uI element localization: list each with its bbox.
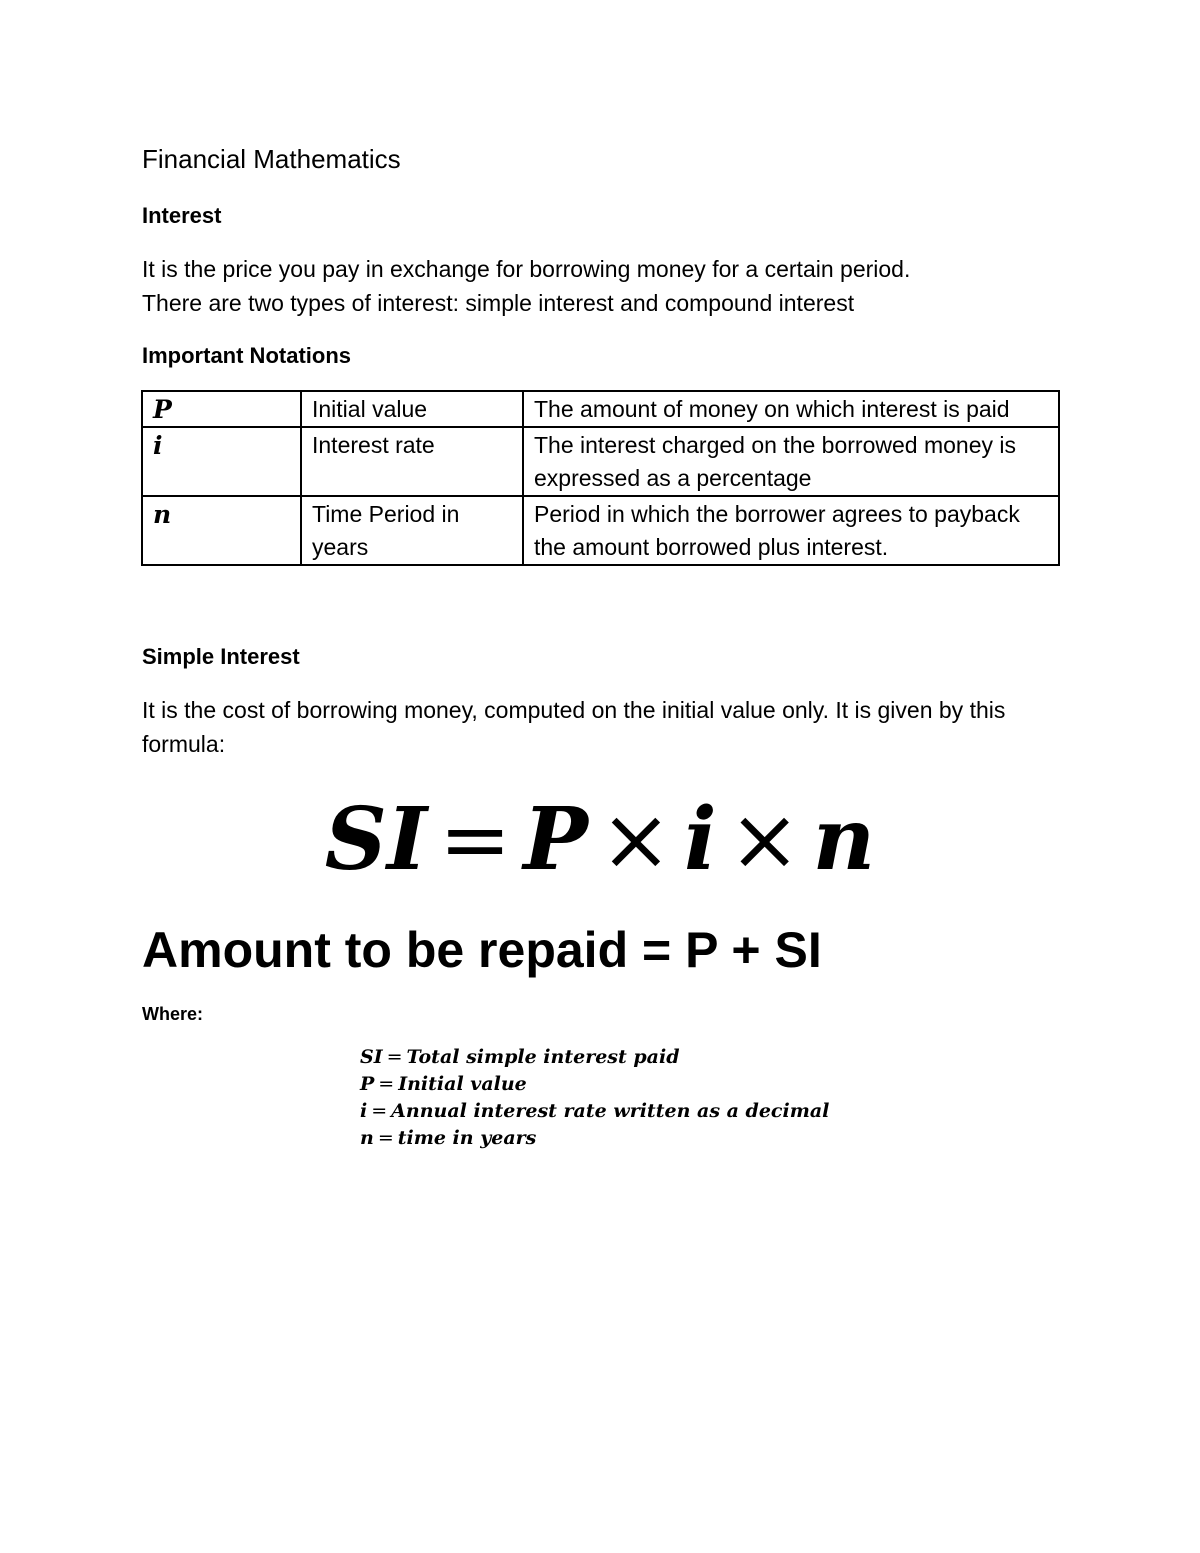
symbol-cell: n <box>142 496 301 565</box>
table-row <box>142 391 1059 427</box>
definition-symbol: P <box>360 1073 375 1095</box>
where-label: Where: <box>142 1004 204 1024</box>
definition-text: time in years <box>397 1127 537 1149</box>
page-title: Financial Mathematics <box>142 144 401 174</box>
formula-si: SI <box>324 789 428 890</box>
symbol-cell: P <box>142 391 301 427</box>
notations-table <box>141 390 1060 566</box>
definitions-list <box>360 1044 829 1152</box>
definition-equals: = <box>371 1100 388 1122</box>
interest-line-2: There are two types of interest: simple interest and compound interest <box>142 290 855 316</box>
formula-times: × <box>728 790 801 890</box>
description-cell: Period in which the borrower agrees to payback the amount borrowed plus interest. <box>523 496 1059 565</box>
definition-item <box>360 1098 829 1125</box>
interest-line-1: It is the price you pay in exchange for borrowing money for a certain period. <box>142 256 911 282</box>
definition-equals: = <box>377 1127 394 1149</box>
interest-definition <box>142 252 1072 320</box>
amount-repaid-formula: Amount to be repaid = P + SI <box>142 922 822 978</box>
definition-item <box>360 1125 829 1152</box>
formula-equals: = <box>439 790 512 890</box>
formula-p: P <box>523 789 588 890</box>
formula-n: n <box>812 789 876 890</box>
name-cell: Interest rate <box>301 427 523 496</box>
table-row <box>142 427 1059 496</box>
definition-item <box>360 1044 829 1071</box>
name-cell: Time Period in years <box>301 496 523 565</box>
definition-item <box>360 1071 829 1098</box>
definition-equals: = <box>378 1073 395 1095</box>
notations-heading: Important Notations <box>142 343 351 368</box>
simple-interest-heading: Simple Interest <box>142 644 300 669</box>
definition-symbol: SI <box>360 1046 383 1068</box>
definition-symbol: i <box>360 1100 368 1122</box>
definition-text: Total simple interest paid <box>406 1046 680 1068</box>
description-cell: The interest charged on the borrowed money is expressed as a percentage <box>523 427 1059 496</box>
simple-interest-formula <box>0 790 1200 890</box>
formula-times: × <box>599 790 672 890</box>
definition-equals: = <box>386 1046 403 1068</box>
table-row <box>142 496 1059 565</box>
definition-text: Annual interest rate written as a decimal <box>391 1100 830 1122</box>
description-cell: The amount of money on which interest is paid <box>523 391 1059 427</box>
formula-i: i <box>683 789 717 890</box>
definition-text: Initial value <box>398 1073 527 1095</box>
interest-heading: Interest <box>142 203 222 228</box>
name-cell: Initial value <box>301 391 523 427</box>
simple-interest-text: It is the cost of borrowing money, computed on the initial value only. It is given by this formula: <box>142 697 1006 757</box>
symbol-cell: i <box>142 427 301 496</box>
definition-symbol: n <box>360 1127 374 1149</box>
